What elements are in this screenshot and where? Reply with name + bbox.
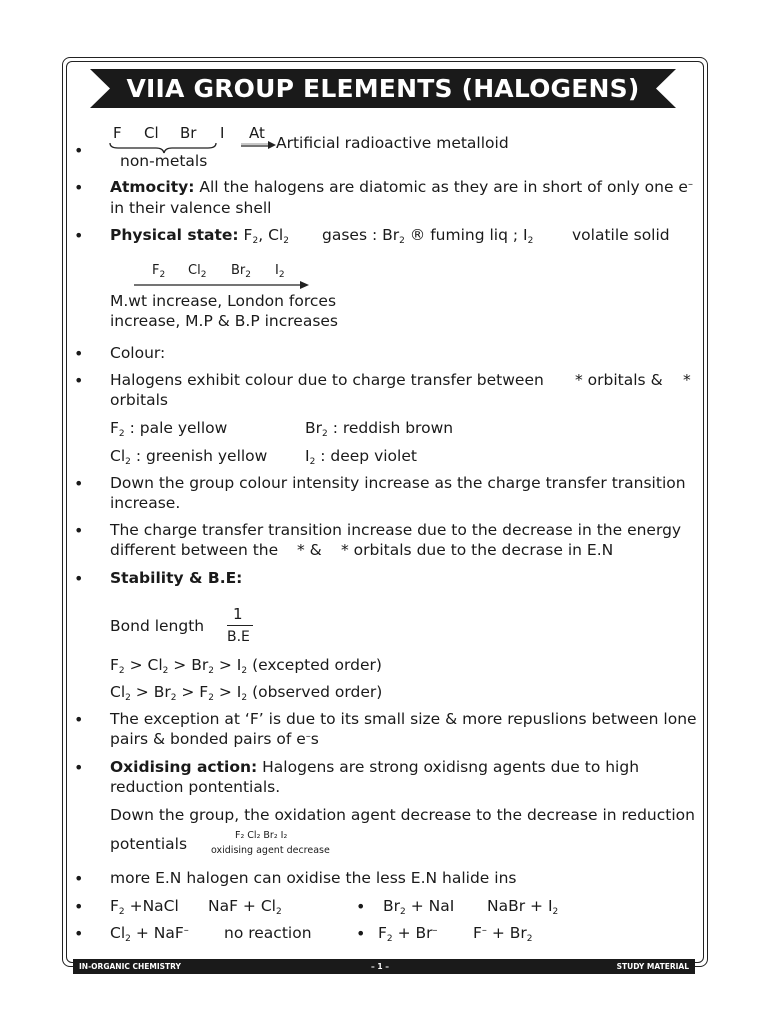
fuming-text: ® fuming liq ; I xyxy=(409,226,528,244)
reaction-2-right: NaBr + $I_2$ xyxy=(487,897,559,917)
colour-star-orbitals: * orbitals & xyxy=(575,371,663,389)
mwt-note2: increase, M.P & B.P increases xyxy=(110,312,339,330)
reaction-2-left: $Br_2$ + NaI xyxy=(383,897,455,917)
solid-text: volatile solid xyxy=(572,226,670,244)
bullet-icon: • xyxy=(74,371,84,390)
reaction-3-right: no reaction xyxy=(224,924,312,942)
reaction-3-left: $Cl_2 + NaF^-$ xyxy=(110,924,189,944)
oxidising-line3: Down the group, the oxidation agent decrease to the decrease in reduction xyxy=(110,806,695,824)
exception-line1: The exception at ‘F’ is due to its small size & more repuslions between lone xyxy=(110,710,697,728)
oxidising-line1: Halogens are strong oxidisng agents due to high xyxy=(262,758,640,776)
reaction-4-left: $F_2 + Br^-$ xyxy=(378,924,438,944)
increase-arrow xyxy=(134,279,310,291)
stability-label: Stability & B.E: xyxy=(110,569,243,587)
oxidising-label: Oxidising action: xyxy=(110,758,258,776)
bullet-icon: • xyxy=(74,226,84,245)
fraction-bar xyxy=(227,625,253,626)
colour-label: Colour: xyxy=(110,344,166,362)
colour-cl2: $Cl_2$ : greenish yellow xyxy=(110,447,268,467)
at-note: Artificial radioactive metalloid xyxy=(276,134,509,152)
bullet-icon: • xyxy=(74,869,84,888)
bullet-icon: • xyxy=(356,897,366,916)
bullet-icon: • xyxy=(74,569,84,588)
bullet-icon: • xyxy=(74,141,84,160)
atomicity-label: Atmocity: xyxy=(110,178,195,196)
arrow-label-Cl2: $Cl_2$ xyxy=(188,263,207,280)
element-Cl: Cl xyxy=(144,124,159,142)
oxidising-line2: reduction pontentials. xyxy=(110,778,281,796)
atomicity-line1: All the halogens are diatomic as they are in short of only one e xyxy=(199,178,688,196)
fraction-numerator: 1 xyxy=(233,605,243,623)
footer-page-number: – 1 – xyxy=(371,962,389,971)
gases-text: gases : Br xyxy=(322,226,400,244)
fraction-denominator: B.E xyxy=(227,629,250,645)
colour-i2: $I_2$ : deep violet xyxy=(305,447,417,467)
transition-line2a: different between the xyxy=(110,541,279,559)
bullet-icon: • xyxy=(74,710,84,729)
physical-state-label: Physical state: xyxy=(110,226,239,244)
colour-line1: Halogens exhibit colour due to charge transfer between xyxy=(110,371,544,389)
colour-br2: $Br_2$ : reddish brown xyxy=(305,419,454,439)
transition-line1: The charge transfer transition increase due to the decrease in the energy xyxy=(110,521,682,539)
element-Br: Br xyxy=(180,124,197,142)
element-At: At xyxy=(249,124,265,142)
reaction-1-right: NaF + $Cl_2$ xyxy=(208,897,282,917)
footer-bar xyxy=(73,959,695,974)
bullet-icon: • xyxy=(74,924,84,943)
tiny-note: oxidising agent decrease xyxy=(211,845,330,856)
intensity-line2: increase. xyxy=(110,494,181,512)
atomicity-line2: in their valence shell xyxy=(110,199,272,217)
exception-line2: pairs & bonded pairs of e–s xyxy=(110,730,319,748)
bullet-icon: • xyxy=(74,758,84,777)
bullet-icon: • xyxy=(356,924,366,943)
transition-line2b: * & xyxy=(297,541,322,559)
bullet-icon: • xyxy=(74,178,84,197)
bullet-icon: • xyxy=(74,897,84,916)
footer-right: STUDY MATERIAL xyxy=(616,962,689,971)
element-F: F xyxy=(113,124,122,142)
observed-order: $Cl_2 > Br_2 > F_2 > I_2$ (observed order) xyxy=(110,683,383,703)
potentials-text: potentials xyxy=(110,835,188,853)
bond-length-text: Bond length xyxy=(110,617,205,635)
expected-order: $F_2 > Cl_2 > Br_2 > I_2$ (excepted order) xyxy=(110,656,382,676)
arrow-label-I2: $I_2$ xyxy=(275,263,285,280)
mwt-note1: M.wt increase, London forces xyxy=(110,292,337,310)
tiny-formula: F₂ Cl₂ Br₂ I₂ xyxy=(235,830,288,841)
reactions-intro: more E.N halogen can oxidise the less E.N halide ins xyxy=(110,869,517,887)
colour-f2: $F_2$ : pale yellow xyxy=(110,419,228,439)
arrow-label-F2: $F_2$ xyxy=(152,263,166,280)
reaction-1-left: $F_2$ +NaCl xyxy=(110,897,179,917)
page-title: VIIA GROUP ELEMENTS (HALOGENS) xyxy=(126,74,640,103)
footer-left: IN-ORGANIC CHEMISTRY xyxy=(79,962,181,971)
transition-line2c: * orbitals due to the decrase in E.N xyxy=(341,541,614,559)
element-I: I xyxy=(220,124,225,142)
colour-star: * xyxy=(683,371,691,389)
brace-label: non-metals xyxy=(120,152,208,170)
arrow-label-Br2: $Br_2$ xyxy=(231,263,251,280)
title-banner xyxy=(90,69,676,108)
intensity-line1: Down the group colour intensity increase as the charge transfer transition xyxy=(110,474,686,492)
bullet-icon: • xyxy=(74,474,84,493)
reaction-4-right: $F^- + Br_2$ xyxy=(473,924,533,944)
bullet-icon: • xyxy=(74,521,84,540)
colour-line2: orbitals xyxy=(110,391,168,409)
bullet-icon: • xyxy=(74,344,84,363)
